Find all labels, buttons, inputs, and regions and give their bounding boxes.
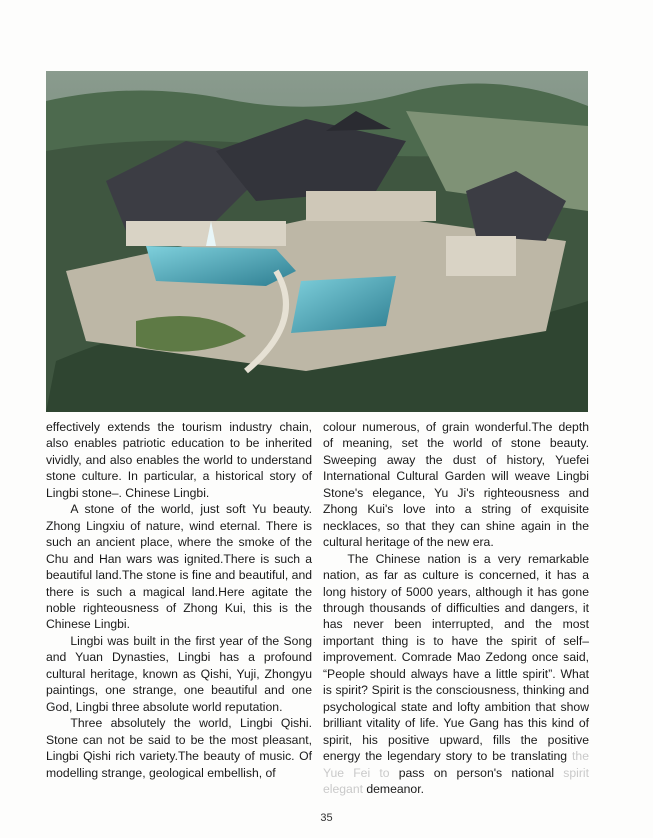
paragraph-text: The Chinese nation is a very remarkable nation, as far as culture is concerned, it has a long history of 5000 years, although it has gone through thousands of difficulties and dangers, it has never been interrupted, and the most important thing is to have the spirit of self–improvement. Comrade Mao Zedong once said, “People should always have a little spirit”. What is spirit? Spirit is the consciousness, thinking and psychological state and lofty ambition that show brilliant vitality of life. Yue Gang has this kind of spirit, his positive upward, fills the positive energy the legendary story to be translating: [323, 551, 589, 764]
paragraph: A stone of the world, just soft Yu beauty. Zhong Lingxiu of nature, wind eternal. There is such an ancient place, where the smoke of the Chu and Han wars was ignited.There is such a beautiful land.The stone is fine and beautiful, and there is such a magical land.Here agitate the noble righteousness of Zhong Kui, this is the Chinese Lingbi.: [46, 502, 312, 632]
page-number: 35: [320, 812, 333, 824]
paragraph: Lingbi was built in the first year of the Song and Yuan Dynasties, Lingbi has a profound cultural heritage, known as Qishi, Yuji, Zhongyu paintings, one strange, one beautiful and one God, Lingbi three absolute world reputation.: [46, 633, 312, 714]
resort-aerial-photo: [46, 71, 588, 412]
gallery-wall: [306, 191, 436, 221]
paragraph: colour numerous, of grain wonderful.The depth of meaning, set the world of stone beauty. Sweeping away the dust of history, Yuefei International Cultural Garden will weave Lingbi Stone's elegance, Yu Ji's righteousness and Zhong Kui's love into a string of exquisite necklaces, so that they can shine again in the cultural heritage of the new era.: [323, 420, 589, 550]
paragraph: [323, 551, 589, 798]
faded-text: the Yue Fei to: [323, 749, 589, 780]
paragraph-text: pass on person's national: [398, 765, 555, 780]
gate-building: [446, 236, 516, 276]
hall-wall: [126, 221, 286, 246]
text-column-left: [46, 419, 312, 781]
faded-text: spirit elegant: [323, 765, 590, 796]
reflecting-pool: [291, 276, 396, 333]
text-column-right: [323, 419, 589, 797]
fountain-pool: [146, 246, 296, 286]
paragraph: effectively extends the tourism industry chain, also enables patriotic education to be inherited vividly, and also enables the world to understand stone culture. In particular, a historical story of Lingbi stone–. Chinese Lingbi.: [46, 420, 312, 500]
resort-illustration: [46, 71, 588, 412]
paragraph-text: demeanor.: [366, 781, 424, 796]
paragraph: Three absolutely the world, Lingbi Qishi. Stone can not be said to be the most pleasant, Lingbi Qishi rich variety.The beauty of music. Of modelling strange, geological embellish, of: [46, 716, 312, 780]
